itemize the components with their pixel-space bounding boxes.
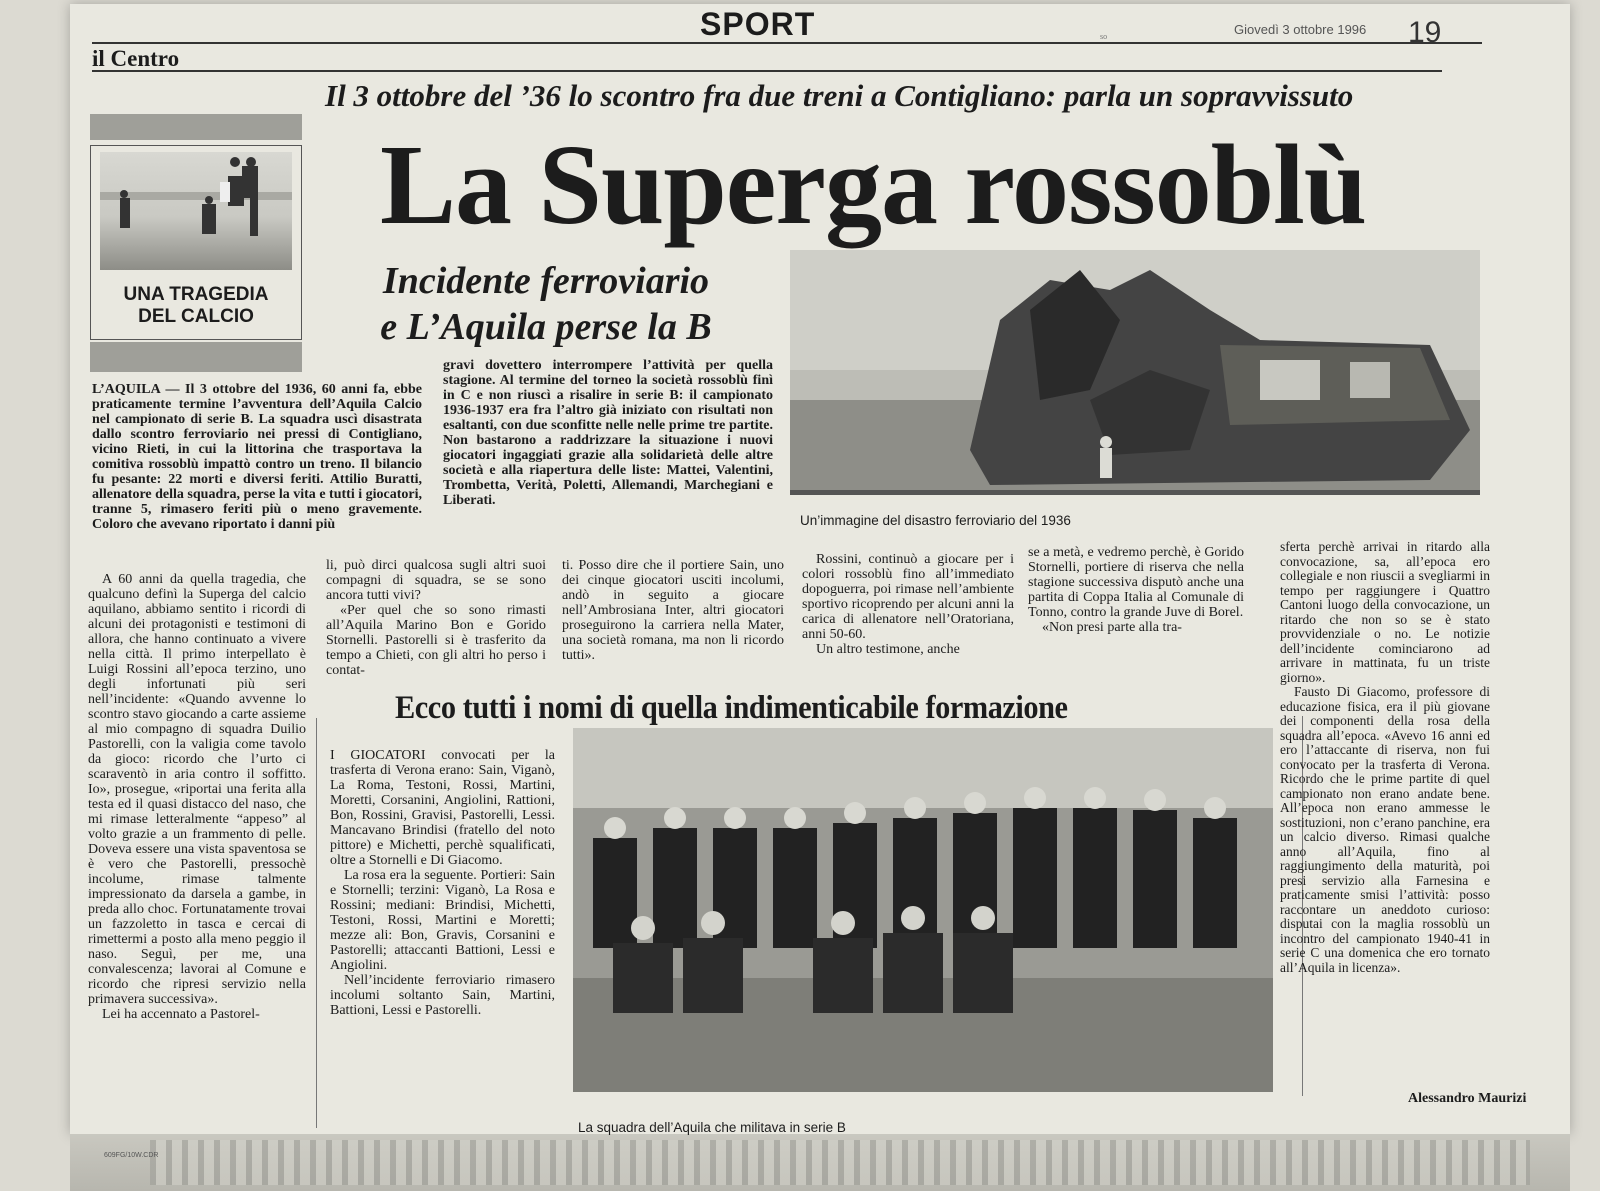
- body-paragraph: A 60 anni da quella tragedia, che qualcuno definì la Superga del calcio aquilano, abbiamo sentito i ricordi di alcuni dei protagonisti e testimoni di allora, che hanno continuato a vivere nella città. Il primo interpellato è Luigi Rossini all’epoca terzino, uno degli infortunati più seri nell’incidente: «Quando avvenne lo scontro stavo giocando a carte assieme al mio compagno di squadra Duilio Pastorelli, con la valigia come tavolo da gioco: ricordo che l’urto ci scaraventò in aria contro il soffitto. Io», prosegue, «riportai una ferita alla testa ed il quasi distacco del naso, che mi rimase letteralmente “appeso” al volto grazie a un frammento di pelle. Doveva essere una vista spaventosa se è vero che Pastorelli, pressochè incolume, rimase talmente impressionato da darsela a gambe, in preda allo choc. Fortunatamente trovai un fazzoletto in tasca e cercai di rimettermi a posto alla meno peggio il naso. Seguì, per me, una convalescenza; lavorai al Comune e ricordo che ripresi servizio nella primavera successiva».: [88, 572, 306, 1007]
- author-signature: Alessandro Maurizi: [1408, 1091, 1527, 1106]
- sidebar-label-line1: UNA TRAGEDIA: [123, 284, 269, 305]
- masthead-rule: [92, 42, 1482, 44]
- lead-column-2: [443, 358, 773, 508]
- formation-paragraph: Nell’incidente ferroviario rimasero incolumi soltanto Sain, Martini, Battioni, Lessi e Pastorelli.: [330, 973, 555, 1018]
- subheadline-line2: e L’Aquila perse la B: [380, 306, 712, 348]
- lead-column-1: [92, 382, 422, 532]
- formation-heading: Ecco tutti i nomi di quella indimenticabile formazione: [395, 690, 1068, 726]
- sidebar-label: [98, 284, 294, 328]
- page-number: 19: [1408, 16, 1442, 49]
- newspaper-name: il Centro: [92, 46, 180, 71]
- issue-date: Giovedì 3 ottobre 1996: [1234, 22, 1367, 37]
- subheadline-line1: Incidente ferroviario: [382, 260, 710, 302]
- body-column-4: [802, 552, 1014, 657]
- body-paragraph: ti. Posso dire che il portiere Sain, uno dei cinque giocatori usciti incolumi, andò in seguito a giocare nell’Ambrosiana Inter, altri giocatori proseguirono la carriera nella Mater, una società romana, ma non li ricordo tutti».: [562, 558, 784, 663]
- column-rule: [316, 718, 317, 1128]
- body-column-2: [326, 558, 546, 678]
- body-paragraph: se a metà, e vedremo perchè, è Gorido Stornelli, portiere di riserva che nella stagione successiva disputò anche una partita di Coppa Italia al Comunale di Tonno, contro la grande Juve di Borel.: [1028, 545, 1244, 620]
- body-column-3: [562, 558, 784, 663]
- subheadline: [336, 258, 756, 350]
- sidebar-shade-top: [90, 114, 302, 140]
- lead-paragraph-1: L’AQUILA — Il 3 ottobre del 1936, 60 anni fa, ebbe praticamente termine l’avventura dell’Aquila Calcio nel campionato di serie B. La squadra uscì disastrata dallo scontro ferroviario nei pressi di Contigliano, vicino Rieti, in cui la littorina che trasportava la comitiva rossoblù impattò contro un treno. Il bilancio fu pesante: 22 morti e diversi feriti. Attilio Buratti, allenatore della squadra, perse la vita e tutti i giocatori, tranne 5, rimasero feriti più o meno gravemente. Coloro che avevano riportato i danni più: [92, 382, 422, 532]
- body-paragraph: Fausto Di Giacomo, professore di educazione fisica, era il più giovane dei componenti della rosa della squadra all’epoca. «Avevo 16 anni ed ero l’attaccante di riserva, non fui convocato per la trasferta di Verona. Ricordo che le prime partite di quel campionato non erano andate bene. All’epoca non erano ammesse le sostituzioni, non c’erano panchine, era un calcio diverso. Rimasi qualche anno all’Aquila, fino al raggiungimento della maturità, poi presi servizio alla Farnesina e praticamente smisi l’attività: posso raccontare un aneddoto curioso: disputai con la maglia rossoblù un incontro del campionato 1940-41 in serie C una domenica che ero tornato all’Aquila in licenza».: [1280, 684, 1490, 975]
- train-disaster-photo: [790, 250, 1480, 495]
- masthead-rule-lower: [92, 70, 1442, 72]
- body-paragraph: Un altro testimone, anche: [816, 642, 960, 657]
- sidebar-shade-bottom: [90, 342, 302, 372]
- main-headline: La Superga rossoblù: [380, 121, 1367, 248]
- body-paragraph: Lei ha accennato a Pastorel-: [102, 1007, 260, 1022]
- body-paragraph: «Per quel che so sono rimasti all’Aquila Marino Bon e Gorido Stornelli. Pastorelli si è trasferito da tempo a Chieti, con gli altri ho perso i contat-: [326, 603, 546, 678]
- body-column-5: [1028, 545, 1244, 635]
- section-title: SPORT: [700, 6, 816, 42]
- body-column-6: [1280, 540, 1490, 975]
- team-photo: [573, 728, 1273, 1092]
- print-code: 609FG/10W.CDR: [104, 1152, 159, 1159]
- formation-paragraph: I GIOCATORI convocati per la trasferta di Verona erano: Sain, Viganò, La Roma, Testoni, Rossi, Martini, Moretti, Corsanini, Angiolini, Rattioni, Bon, Rossini, Gravisi, Pastorelli, Lessi. Mancavano Brindisi (fratello del noto pittore) e Michetti, perchè squalificati, oltre a Stornelli e Di Giacomo.: [330, 748, 555, 868]
- sidebar-label-line2: DEL CALCIO: [138, 306, 254, 327]
- bottom-advertisement-strip: [150, 1140, 1530, 1185]
- page-mark: so: [1100, 32, 1108, 41]
- body-paragraph: sferta perchè arrivai in ritardo alla convocazione, sa, all’epoca ero collegiale e non riuscii a svegliarmi in tempo per raggiungere i Quattro Cantoni luogo della convocazione, un ritardo che non so se è stato provvidenziale o no. Le notizie dell’incidente cominciarono ad arrivare in mattinata, fu un triste giorno».: [1280, 539, 1490, 685]
- body-paragraph: «Non presi parte alla tra-: [1042, 620, 1182, 635]
- body-paragraph: li, può dirci qualcosa sugli altri suoi compagni di squadra, se se sono ancora tutti vivi?: [326, 558, 546, 603]
- photo-caption-disaster: Un’immagine del disastro ferroviario del 1936: [800, 513, 1071, 528]
- photo-caption-team: La squadra dell’Aquila che militava in serie B: [578, 1120, 846, 1135]
- headline-kicker: Il 3 ottobre del ’36 lo scontro fra due treni a Contigliano: parla un sopravvissuto: [325, 78, 1354, 113]
- formation-column: [330, 748, 555, 1018]
- football-match-photo: [100, 152, 292, 270]
- lead-paragraph-2: gravi dovettero interrompere l’attività per quella stagione. Al termine del torneo la società rossoblù finì in C e non riuscì a risalire in serie B: il campionato 1936-1937 era fra l’altro già iniziato con risultati non esaltanti, con due sconfitte nelle nelle prime tre partite. Non bastarono a raddrizzare la situazione i nuovi giocatori ingaggiati grazie alla solidarietà delle altre società e alla riapertura delle liste: Mattei, Valentini, Trombetta, Verità, Poletti, Allemandi, Marchegiani e Liberati.: [443, 358, 773, 508]
- body-column-1: [88, 572, 306, 1022]
- body-paragraph: Rossini, continuò a giocare per i colori rossoblù fino all’immediato dopoguerra, poi rimase nell’ambiente sportivo ricoprendo per alcuni anni la carica di allenatore nell’Oratoriana, anni 50-60.: [802, 552, 1014, 642]
- formation-paragraph: La rosa era la seguente. Portieri: Sain e Stornelli; terzini: Viganò, La Rosa e Rossini; mediani: Brindisi, Michetti, Testoni, Rossi, Martini e Moretti; mezze ali: Bon, Gravis, Corsanini e Pastorelli; attaccanti Battioni, Lessi e Angiolini.: [330, 868, 555, 973]
